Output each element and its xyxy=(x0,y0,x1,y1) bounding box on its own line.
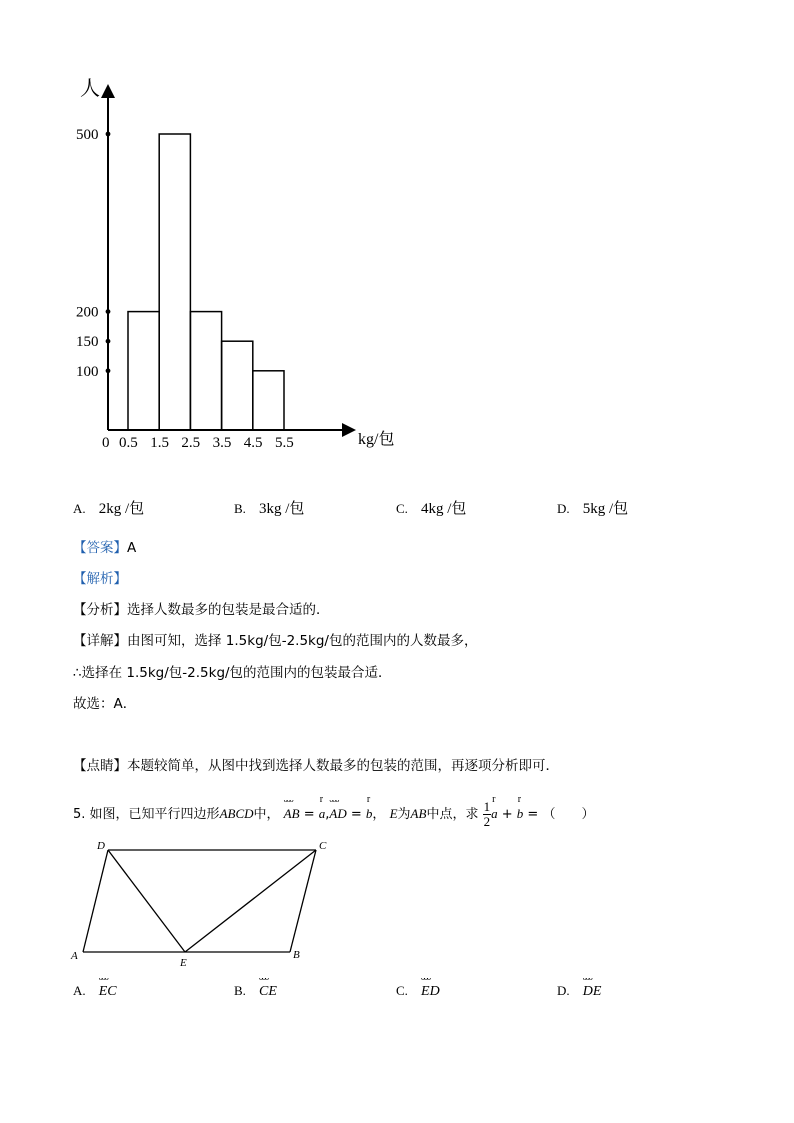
y-tick-dot xyxy=(106,368,111,373)
q5-number: 5. xyxy=(73,807,86,822)
y-tick-label: 150 xyxy=(76,334,99,351)
histogram-chart xyxy=(0,0,420,470)
question-5 xyxy=(73,800,594,829)
x-tick-label: 0.5 xyxy=(119,435,138,451)
y-axis-arrow xyxy=(101,84,115,98)
vector-ab: ᴗᴗᴗ AB xyxy=(284,806,300,822)
q5-intro: 如图，已知平行四边形 xyxy=(89,807,220,822)
x-axis-label: kg/包 xyxy=(358,431,395,448)
y-tick-dot xyxy=(106,339,111,344)
x-axis-arrow xyxy=(342,423,356,437)
x-tick-label: 0 xyxy=(102,435,110,451)
q5-wei: 为 xyxy=(397,807,411,822)
q5-option-c[interactable] xyxy=(396,980,440,1000)
q5-eq1: = xyxy=(303,807,315,822)
fenxi-text: 选择人数最多的包装是最合适的． xyxy=(127,602,330,618)
label-c: C xyxy=(319,840,327,852)
option-vector: ᴗᴗᴗ CE xyxy=(259,984,277,1000)
vector-a-2: r a xyxy=(491,806,498,822)
answer-value: A xyxy=(127,540,137,556)
edge-bc xyxy=(290,850,316,952)
y-tick-label: 200 xyxy=(76,304,99,321)
guxuan-line: 故选：A． xyxy=(73,696,137,712)
fraction-numerator: 1 xyxy=(483,799,491,814)
vector-a: r a xyxy=(319,806,326,822)
option-value: 4kg /包 xyxy=(421,501,467,517)
option-letter: C. xyxy=(396,501,408,516)
option-letter: B. xyxy=(234,983,246,998)
dianjing-label: 【点睛】 xyxy=(73,758,127,774)
vector-b-2: r b xyxy=(517,806,524,822)
fenxi-label: 【分析】 xyxy=(73,602,127,618)
answer-label: 【答案】 xyxy=(73,540,127,556)
fenxi-line xyxy=(73,598,330,618)
segment-ec xyxy=(185,850,316,952)
x-tick-label: 3.5 xyxy=(212,435,232,451)
y-tick-label: 100 xyxy=(76,363,99,380)
option-value: 2kg /包 xyxy=(98,501,145,517)
option-letter: C. xyxy=(396,983,408,998)
xiangjie-line xyxy=(73,629,477,649)
y-tick-dot xyxy=(106,309,111,314)
q5-abcd: ABCD xyxy=(219,806,254,821)
q5-ab2: AB xyxy=(410,806,427,821)
q5-plus: + xyxy=(501,807,513,822)
chart-axes xyxy=(80,77,394,448)
x-tick-label: 4.5 xyxy=(243,435,263,451)
conclusion-line: ∴选择在 1.5kg/包-2.5kg/包的范围内的包装最合适． xyxy=(73,665,392,681)
analysis-label: 【解析】 xyxy=(73,571,127,587)
label-a: A xyxy=(71,950,78,962)
vector-b: r b xyxy=(366,806,373,822)
q5-mid2: 中点，求 xyxy=(426,807,479,822)
option-letter: A. xyxy=(73,983,86,998)
q5-option-d[interactable] xyxy=(557,980,601,1000)
q5-eq2: = xyxy=(350,807,362,822)
x-tick-label: 1.5 xyxy=(150,435,169,451)
histogram-bar xyxy=(253,371,284,430)
fraction-half xyxy=(483,800,492,829)
option-vector: ᴗᴗᴗ DE xyxy=(583,984,602,1000)
q4-option-d[interactable] xyxy=(557,497,628,518)
option-letter: D. xyxy=(557,501,570,516)
dianjing-text: 本题较简单，从图中找到选择人数最多的包装的范围，再逐项分析即可． xyxy=(127,758,559,774)
vector-ad: ᴗᴗᴗ AD xyxy=(329,806,346,822)
q4-option-b[interactable] xyxy=(234,497,304,518)
q5-tail: = （ ） xyxy=(527,807,595,822)
dianjing-line xyxy=(73,754,559,774)
y-tick-label: 500 xyxy=(76,127,99,143)
label-d: D xyxy=(97,840,105,852)
y-tick-dot xyxy=(106,132,111,137)
option-letter: B. xyxy=(234,501,246,516)
y-axis-label: 人 xyxy=(80,78,100,100)
q5-zhong: 中， xyxy=(253,807,280,822)
label-b: B xyxy=(293,949,300,961)
histogram-bar xyxy=(222,341,253,430)
parallelogram-figure xyxy=(60,835,350,975)
edge-ad xyxy=(83,850,108,952)
xiangjie-label: 【详解】 xyxy=(73,633,127,649)
x-tick-label: 5.5 xyxy=(275,435,294,451)
option-letter: D. xyxy=(557,983,570,998)
q5-option-a[interactable] xyxy=(73,980,117,1000)
label-e: E xyxy=(180,957,187,969)
option-value: 3kg /包 xyxy=(259,501,305,517)
q5-comma: , xyxy=(325,807,330,822)
q4-option-c[interactable] xyxy=(396,497,466,518)
option-vector: ᴗᴗᴗ ED xyxy=(421,984,440,1000)
option-value: 5kg /包 xyxy=(582,501,629,517)
q5-option-b[interactable] xyxy=(234,980,277,1000)
chart-bars xyxy=(128,134,284,430)
answer-line xyxy=(73,536,136,556)
q4-option-a[interactable] xyxy=(73,497,144,518)
histogram-bar xyxy=(128,312,159,430)
histogram-bar xyxy=(190,312,221,430)
q5-point-e: E xyxy=(389,806,398,821)
segment-de xyxy=(108,850,185,952)
option-vector: ᴗᴗᴗ EC xyxy=(99,984,117,1000)
option-letter: A. xyxy=(73,501,86,516)
histogram-bar xyxy=(159,134,190,430)
xiangjie-text: 由图可知，选择 1.5kg/包-2.5kg/包的范围内的人数最多， xyxy=(127,633,478,649)
q5-mid1: ， xyxy=(372,807,386,822)
x-tick-label: 2.5 xyxy=(181,435,201,451)
fraction-denominator: 2 xyxy=(483,814,491,829)
